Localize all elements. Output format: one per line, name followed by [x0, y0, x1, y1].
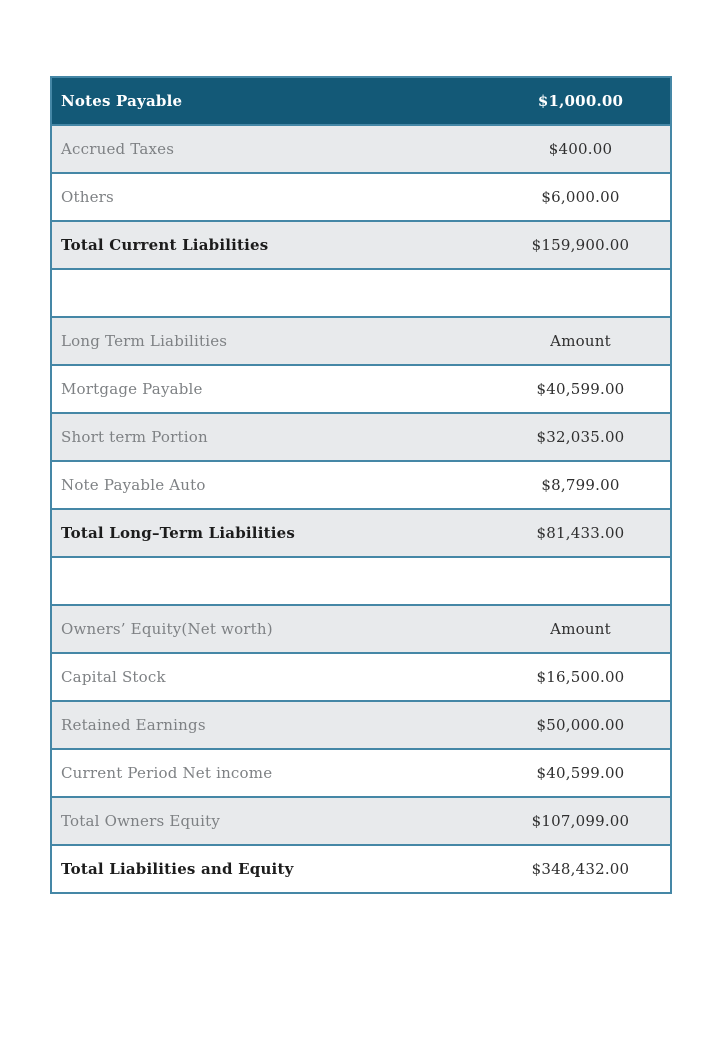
row-label: Total Liabilities and Equity	[61, 860, 294, 878]
row-label: Current Period Net income	[61, 764, 273, 782]
row-label: Notes Payable	[61, 92, 183, 110]
row-amount	[491, 269, 671, 317]
table-row	[51, 701, 671, 749]
table-row-spacer	[51, 557, 671, 605]
row-amount: $40,599.00	[536, 764, 625, 782]
row-label: Total Long–Term Liabilities	[61, 524, 296, 542]
table-row	[51, 461, 671, 509]
table-row-total-liabilities-and-equity	[51, 845, 671, 893]
table-row	[51, 749, 671, 797]
table-row-total-current-liabilities	[51, 221, 671, 269]
table-row-spacer	[51, 269, 671, 317]
row-label: Retained Earnings	[61, 716, 206, 734]
row-amount: $159,900.00	[531, 236, 630, 254]
table-row-section-owners-equity	[51, 605, 671, 653]
row-label	[51, 557, 491, 605]
row-amount: Amount	[550, 332, 611, 350]
row-label: Long Term Liabilities	[61, 332, 228, 350]
row-amount: $6,000.00	[541, 188, 620, 206]
row-label: Total Owners Equity	[61, 812, 221, 830]
table-row	[51, 413, 671, 461]
row-amount: $16,500.00	[536, 668, 625, 686]
row-amount: $400.00	[548, 140, 613, 158]
row-label: Others	[61, 188, 114, 206]
row-label: Capital Stock	[61, 668, 166, 686]
row-amount: $32,035.00	[536, 428, 625, 446]
row-label: Mortgage Payable	[61, 380, 203, 398]
table-row	[51, 125, 671, 173]
row-label: Note Payable Auto	[61, 476, 206, 494]
table-row-section-long-term	[51, 317, 671, 365]
row-amount: $107,099.00	[531, 812, 630, 830]
row-label: Owners’ Equity(Net worth)	[61, 620, 273, 638]
row-label: Short term Portion	[61, 428, 208, 446]
row-amount: $40,599.00	[536, 380, 625, 398]
table-row	[51, 173, 671, 221]
table-row	[51, 653, 671, 701]
row-amount: $8,799.00	[541, 476, 620, 494]
row-amount	[491, 557, 671, 605]
row-amount: $81,433.00	[536, 524, 625, 542]
table-row-total-long-term-liabilities	[51, 509, 671, 557]
table-row	[51, 365, 671, 413]
row-amount: $348,432.00	[531, 860, 630, 878]
row-amount: $50,000.00	[536, 716, 625, 734]
row-amount: Amount	[550, 620, 611, 638]
table-row-total-owners-equity	[51, 797, 671, 845]
liabilities-equity-table	[50, 76, 672, 894]
row-label: Total Current Liabilities	[61, 236, 269, 254]
row-amount: $1,000.00	[537, 92, 624, 110]
row-label	[51, 269, 491, 317]
table-row-header	[51, 77, 671, 125]
row-label: Accrued Taxes	[61, 140, 175, 158]
